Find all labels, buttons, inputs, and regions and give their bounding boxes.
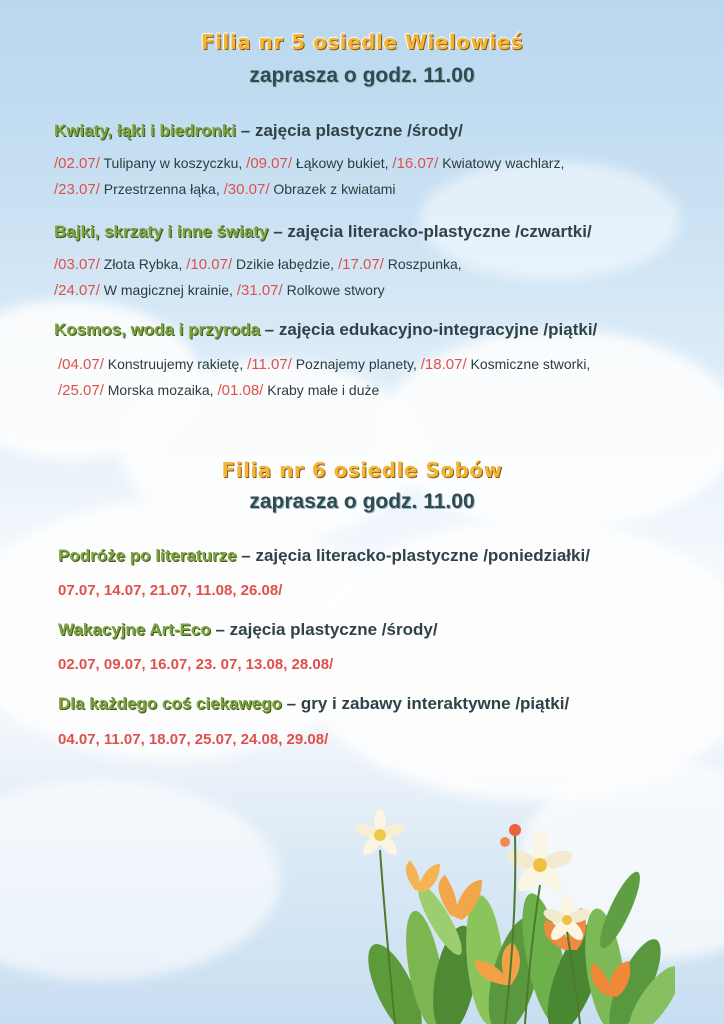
schedule-line: /23.07/ Przestrzenna łąka, /30.07/ Obrazek z kwiatami: [54, 181, 396, 198]
program-heading: Bajki, skrzaty i inne światy – zajęcia literacko-plastyczne /czwartki/: [54, 222, 592, 241]
schedule-line: /03.07/ Złota Rybka, /10.07/ Dzikie łabędzie, /17.07/ Roszpunka,: [54, 256, 462, 273]
program-heading: Kosmos, woda i przyroda – zajęcia edukacyjno-integracyjne /piątki/: [54, 320, 598, 339]
flower-illustration: [355, 800, 675, 1024]
program-description: zajęcia literacko-plastyczne /poniedziałki/: [255, 546, 590, 565]
branch5-invite: zaprasza o godz. 11.00: [249, 64, 475, 87]
program-description: zajęcia plastyczne /środy/: [254, 121, 463, 140]
schedule-line: /02.07/ Tulipany w koszyczku, /09.07/ Łąkowy bukiet, /16.07/ Kwiatowy wachlarz,: [54, 155, 565, 172]
program-heading: Podróże po literaturze – zajęcia literacko-plastyczne /poniedziałki/: [58, 546, 590, 565]
program-name: Kosmos, woda i przyroda: [54, 320, 260, 339]
date-list: 07.07, 14.07, 21.07, 11.08, 26.08/: [58, 582, 283, 599]
leaves: [358, 868, 675, 1024]
program-heading: Dla każdego coś ciekawego – gry i zabawy interaktywne /piątki/: [58, 694, 570, 713]
program-description: zajęcia literacko-plastyczne /czwartki/: [287, 222, 592, 241]
date-list: 04.07, 11.07, 18.07, 25.07, 24.08, 29.08/: [58, 731, 329, 748]
program-name: Dla każdego coś ciekawego: [58, 694, 282, 713]
program-description: zajęcia edukacyjno-integracyjne /piątki/: [278, 320, 598, 339]
program-description: zajęcia plastyczne /środy/: [229, 620, 438, 639]
program-name: Wakacyjne Art-Eco: [58, 620, 211, 639]
date-list: 02.07, 09.07, 16.07, 23. 07, 13.08, 28.08/: [58, 656, 334, 673]
branch6-title: Filia nr 6 osiedle Sobów: [221, 458, 503, 482]
program-heading: Wakacyjne Art-Eco – zajęcia plastyczne /środy/: [58, 620, 438, 639]
schedule-line: /04.07/ Konstruujemy rakietę, /11.07/ Poznajemy planety, /18.07/ Kosmiczne stworki,: [58, 356, 591, 373]
program-description: gry i zabawy interaktywne /piątki/: [300, 694, 570, 713]
program-name: Podróże po literaturze: [58, 546, 237, 565]
branch5-title: Filia nr 5 osiedle Wielowieś: [200, 30, 524, 54]
program-heading: Kwiaty, łąki i biedronki – zajęcia plastyczne /środy/: [54, 121, 463, 140]
branch6-invite: zaprasza o godz. 11.00: [249, 490, 475, 513]
schedule-line: /24.07/ W magicznej krainie, /31.07/ Rolkowe stwory: [54, 282, 385, 299]
program-name: Kwiaty, łąki i biedronki: [54, 121, 237, 140]
program-name: Bajki, skrzaty i inne światy: [54, 222, 269, 241]
schedule-line: /25.07/ Morska mozaika, /01.08/ Kraby małe i duże: [58, 382, 380, 399]
